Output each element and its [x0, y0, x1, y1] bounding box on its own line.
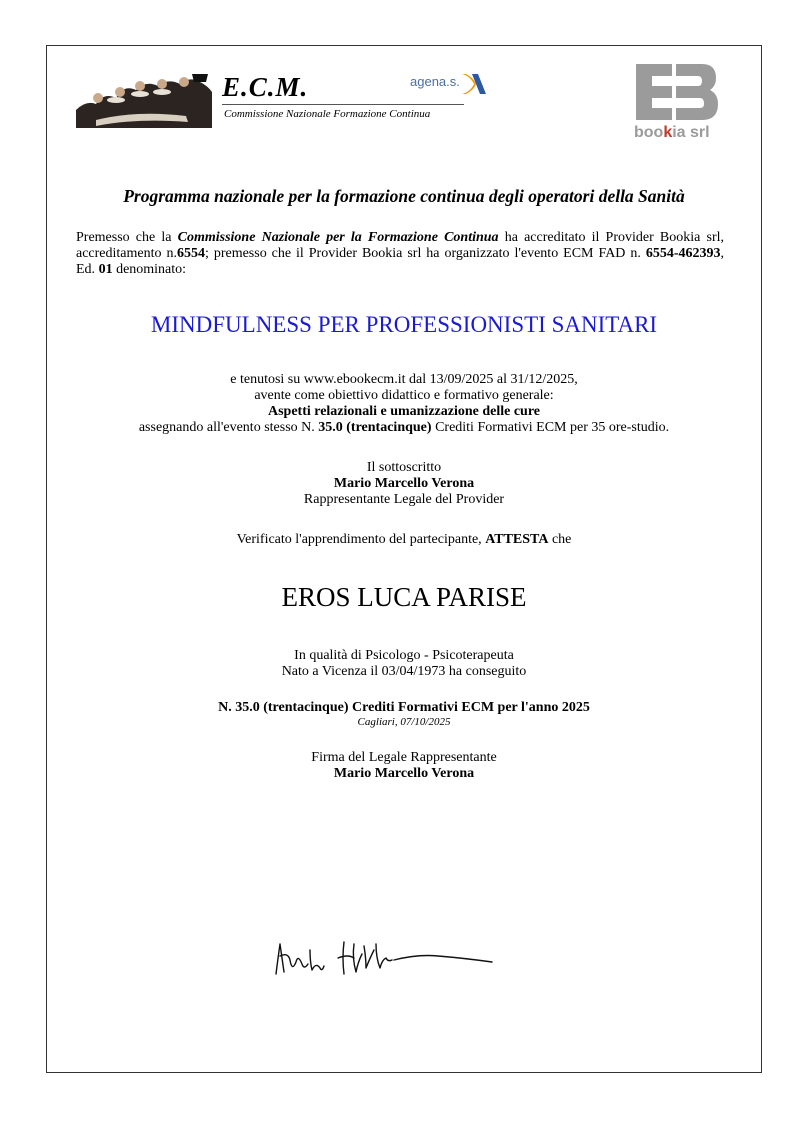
signatory-block — [46, 460, 762, 508]
signature-label: Firma del Legale Rappresentante — [311, 750, 497, 765]
agenas-logo-text: agena.s. — [410, 74, 460, 89]
result-block — [46, 700, 762, 729]
signature-label-block — [46, 750, 762, 782]
participant-name: EROS LUCA PARISE — [281, 582, 527, 612]
agenas-mark-icon — [460, 70, 488, 98]
signatory-name: Mario Marcello Verona — [333, 476, 475, 491]
event-objective-label: avente come obiettivo didattico e formativo generale: — [254, 388, 554, 403]
participant-details — [46, 648, 762, 680]
participant-qualification: In qualità di Psicologo - Psicoterapeuta — [294, 648, 514, 663]
bookia-wordmark: bookia srl — [634, 124, 710, 141]
event-info — [46, 372, 762, 436]
result-credits: N. 35.0 (trentacinque) Crediti Formativi ECM per l'anno 2025 — [218, 700, 590, 715]
course-title: MINDFULNESS PER PROFESSIONISTI SANITARI — [150, 312, 658, 337]
event-objective: Aspetti relazionali e umanizzazione delle cure — [267, 404, 541, 419]
signature-name: Mario Marcello Verona — [333, 766, 475, 781]
event-credits: assegnando all'evento stesso N. 35.0 (trentacinque) Crediti Formativi ECM per 35 ore-studio. — [138, 420, 670, 435]
signatory-intro: Il sottoscritto — [366, 460, 442, 475]
ecm-title: E.C.M. — [222, 72, 309, 102]
handwritten-signature — [268, 928, 498, 984]
ecm-subtitle: Commissione Nazionale Formazione Continua — [224, 108, 431, 120]
event-dates: e tenutosi su www.ebookecm.it dal 13/09/2025 al 31/12/2025, — [230, 372, 578, 387]
signatory-role: Rappresentante Legale del Provider — [303, 492, 505, 507]
participant-birth: Nato a Vicenza il 03/04/1973 ha conseguito — [281, 664, 527, 679]
program-title: Programma nazionale per la formazione continua degli operatori della Sanità — [123, 186, 685, 206]
bookia-logo-icon — [632, 60, 720, 126]
place-date: Cagliari, 07/10/2025 — [357, 716, 451, 728]
premise-paragraph: Premesso che la Commissione Nazionale per la Formazione Continua ha accreditato il Provider Bookia srl, accreditamento n.6554; premesso che il Provider Bookia srl ha organizzato l'evento ECM FAD n. 6554-462393, Ed. 01 denominato: — [76, 230, 724, 277]
anatomy-lesson-painting-logo — [76, 70, 212, 128]
attest-line: Verificato l'apprendimento del partecipante, ATTESTA che — [236, 532, 572, 547]
ecm-divider — [222, 104, 464, 105]
